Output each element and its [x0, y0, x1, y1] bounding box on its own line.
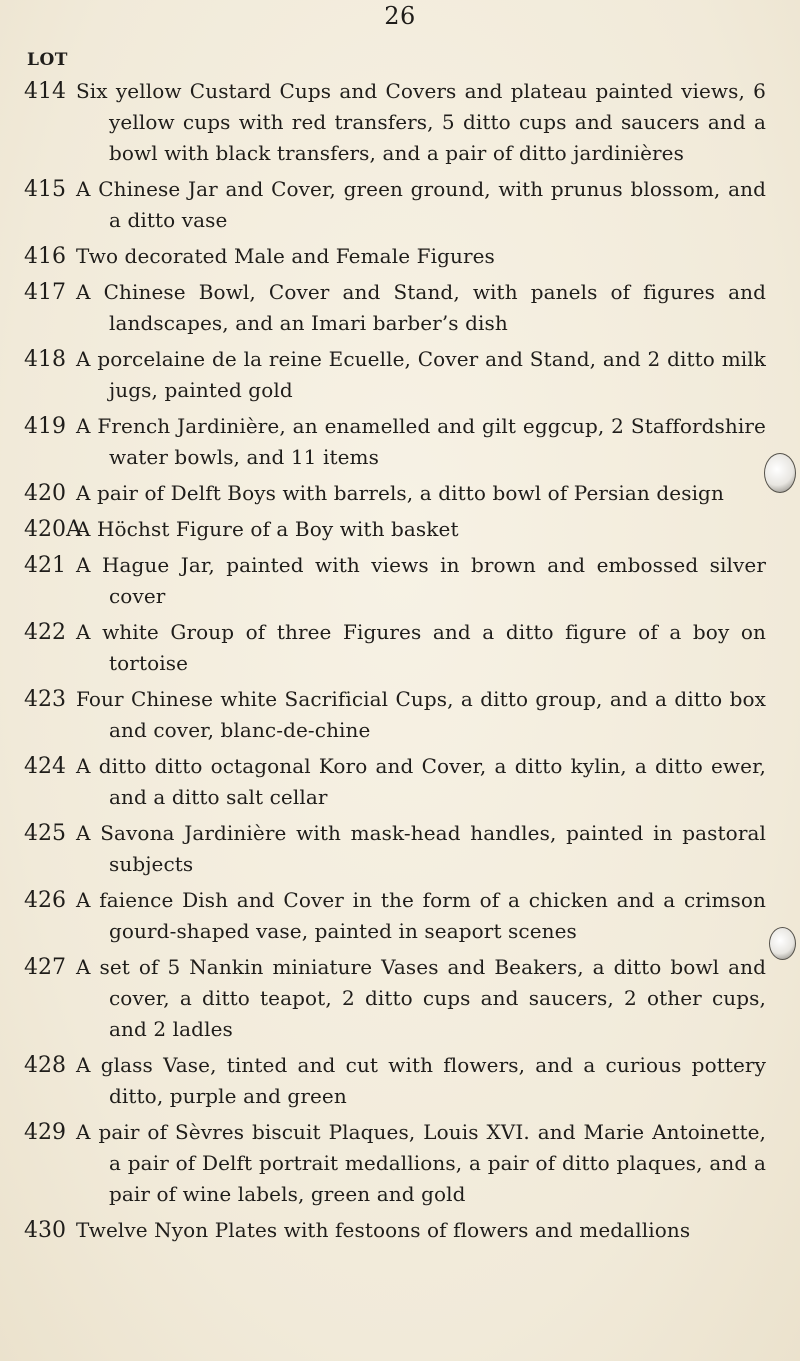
lot-description: A faience Dish and Cover in the form of a chicken and a crimson gourd-shaped vase, painted in seaport scenes — [76, 888, 766, 943]
lot-column-header: LOT — [27, 50, 68, 70]
lot-number: 429 — [24, 1120, 66, 1145]
lot-description: Twelve Nyon Plates with festoons of flowers and medallions — [76, 1218, 691, 1242]
lot-entry — [0, 76, 800, 169]
lot-number: 421 — [24, 553, 66, 578]
lot-number: 415 — [24, 177, 66, 202]
lot-description: A glass Vase, tinted and cut with flowers, and a curious pottery ditto, purple and green — [76, 1053, 766, 1108]
lot-number: 418 — [24, 347, 66, 372]
lot-description: A pair of Sèvres biscuit Plaques, Louis XVI. and Marie Antoinette, a pair of Delft portrait medallions, a pair of ditto plaques, and a pair of wine labels, green and gold — [76, 1120, 766, 1206]
lot-entry — [0, 411, 800, 473]
lot-entry — [0, 885, 800, 947]
lot-entry — [0, 174, 800, 236]
lot-number: 426 — [24, 888, 66, 913]
lot-entry — [0, 550, 800, 612]
lot-description: Four Chinese white Sacrificial Cups, a ditto group, and a ditto box and cover, blanc-de-chine — [76, 687, 766, 742]
lot-number: 420 — [24, 481, 66, 506]
lot-number: 428 — [24, 1053, 66, 1078]
lot-number: 419 — [24, 414, 66, 439]
lot-number: 416 — [24, 244, 66, 269]
lot-entry — [0, 1215, 800, 1246]
lot-entry — [0, 277, 800, 339]
lot-number: 425 — [24, 821, 66, 846]
lot-entry — [0, 241, 800, 272]
lot-number: 420A — [24, 517, 82, 542]
lot-list — [0, 76, 800, 1251]
binding-hole-top — [764, 453, 796, 493]
lot-description: A ditto ditto octagonal Koro and Cover, a ditto kylin, a ditto ewer, and a ditto salt cellar — [76, 754, 766, 809]
lot-description: Six yellow Custard Cups and Covers and plateau painted views, 6 yellow cups with red transfers, 5 ditto cups and saucers and a bowl with black transfers, and a pair of ditto jardinières — [76, 79, 766, 165]
lot-description: A white Group of three Figures and a ditto figure of a boy on tortoise — [76, 620, 766, 675]
lot-number: 430 — [24, 1218, 66, 1243]
lot-description: A Savona Jardinière with mask-head handles, painted in pastoral subjects — [76, 821, 766, 876]
lot-description: A pair of Delft Boys with barrels, a ditto bowl of Persian design — [76, 481, 724, 505]
lot-number: 422 — [24, 620, 66, 645]
lot-description: A French Jardinière, an enamelled and gilt eggcup, 2 Staffordshire water bowls, and 11 items — [76, 414, 766, 469]
lot-number: 424 — [24, 754, 66, 779]
lot-entry — [0, 952, 800, 1045]
lot-entry — [0, 1050, 800, 1112]
lot-description: A set of 5 Nankin miniature Vases and Beakers, a ditto bowl and cover, a ditto teapot, 2 ditto cups and saucers, 2 other cups, and 2 ladles — [76, 955, 766, 1041]
lot-entry — [0, 617, 800, 679]
lot-entry — [0, 684, 800, 746]
page-number: 26 — [384, 2, 416, 30]
lot-description: A porcelaine de la reine Ecuelle, Cover and Stand, and 2 ditto milk jugs, painted gold — [76, 347, 766, 402]
lot-number: 427 — [24, 955, 66, 980]
lot-number: 423 — [24, 687, 66, 712]
lot-entry — [0, 514, 800, 545]
lot-entry — [0, 344, 800, 406]
lot-entry — [0, 478, 800, 509]
lot-description: Two decorated Male and Female Figures — [76, 244, 495, 268]
lot-description: A Chinese Jar and Cover, green ground, with prunus blossom, and a ditto vase — [76, 177, 766, 232]
lot-entry — [0, 751, 800, 813]
lot-description: A Chinese Bowl, Cover and Stand, with panels of figures and landscapes, and an Imari barber’s dish — [76, 280, 766, 335]
lot-description: A Höchst Figure of a Boy with basket — [76, 517, 459, 541]
lot-number: 417 — [24, 280, 66, 305]
lot-description: A Hague Jar, painted with views in brown and embossed silver cover — [76, 553, 766, 608]
lot-entry — [0, 1117, 800, 1210]
lot-entry — [0, 818, 800, 880]
lot-number: 414 — [24, 79, 66, 104]
binding-hole-bottom — [769, 927, 796, 960]
